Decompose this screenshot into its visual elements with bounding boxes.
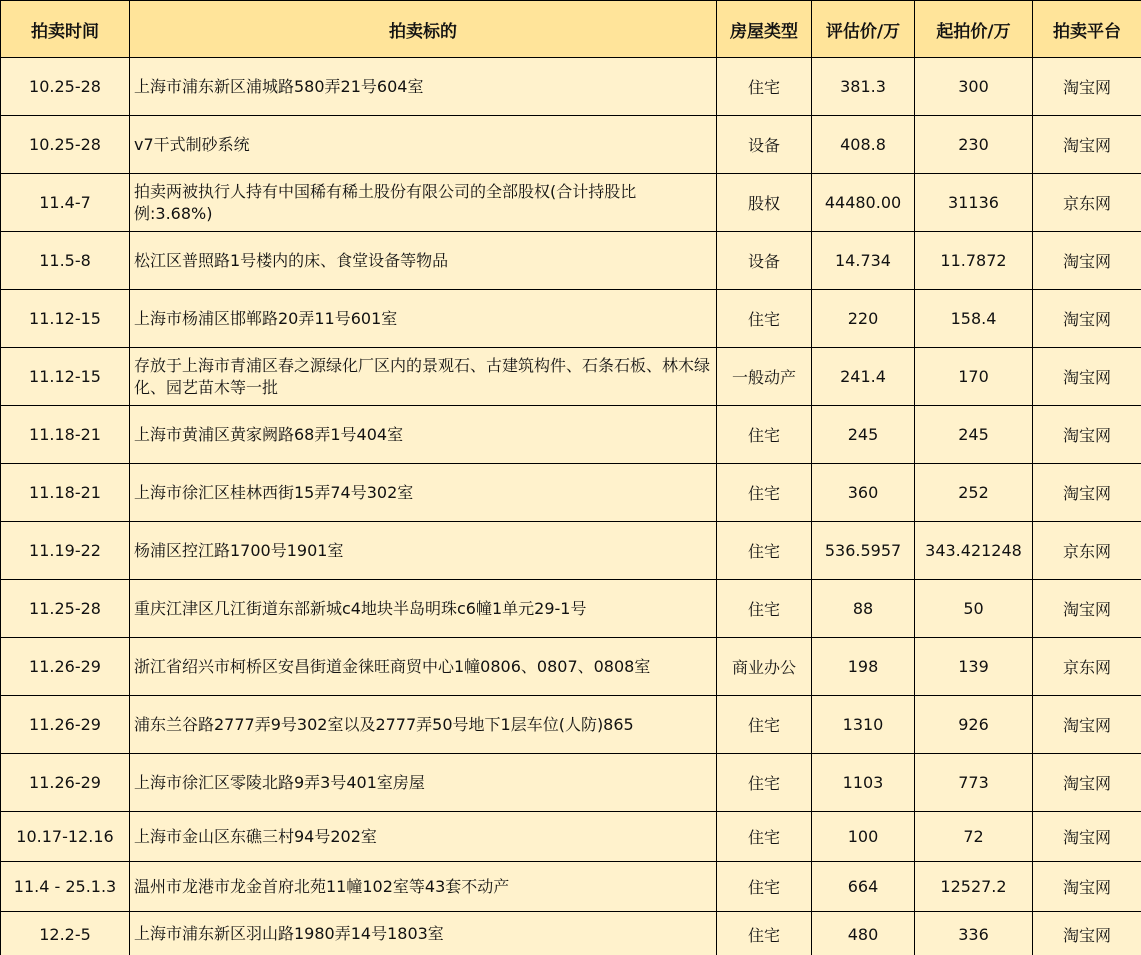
property-type-cell: 住宅 <box>717 580 812 638</box>
starting-price-cell: 343.421248 <box>915 522 1033 580</box>
property-type-cell: 设备 <box>717 232 812 290</box>
appraisal-price-cell: 14.734 <box>812 232 915 290</box>
appraisal-price-cell: 100 <box>812 812 915 862</box>
starting-price-cell: 773 <box>915 754 1033 812</box>
auction-item-cell: v7干式制砂系统 <box>130 116 717 174</box>
auction-item-cell: 存放于上海市青浦区春之源绿化厂区内的景观石、古建筑构件、石条石板、林木绿化、园艺苗木等一批 <box>130 348 717 406</box>
starting-price-cell: 72 <box>915 812 1033 862</box>
starting-price-cell: 158.4 <box>915 290 1033 348</box>
platform-cell: 淘宝网 <box>1033 232 1141 290</box>
table-row <box>1 580 1141 638</box>
header-starting-price: 起拍价/万 <box>915 1 1033 58</box>
header-property-type: 房屋类型 <box>717 1 812 58</box>
header-auction-item: 拍卖标的 <box>130 1 717 58</box>
auction-item-cell: 松江区普照路1号楼内的床、食堂设备等物品 <box>130 232 717 290</box>
auction-item-cell: 杨浦区控江路1700号1901室 <box>130 522 717 580</box>
table-body <box>1 58 1141 955</box>
auction-time-cell: 10.25-28 <box>1 58 130 116</box>
appraisal-price-cell: 198 <box>812 638 915 696</box>
platform-cell: 淘宝网 <box>1033 348 1141 406</box>
property-type-cell: 住宅 <box>717 464 812 522</box>
table-header <box>1 1 1141 58</box>
platform-cell: 淘宝网 <box>1033 290 1141 348</box>
table-row <box>1 348 1141 406</box>
table-row <box>1 754 1141 812</box>
auction-time-cell: 11.19-22 <box>1 522 130 580</box>
starting-price-cell: 12527.2 <box>915 862 1033 912</box>
property-type-cell: 商业办公 <box>717 638 812 696</box>
appraisal-price-cell: 480 <box>812 912 915 955</box>
table-row <box>1 406 1141 464</box>
header-auction-time: 拍卖时间 <box>1 1 130 58</box>
auction-time-cell: 11.4-7 <box>1 174 130 232</box>
property-type-cell: 住宅 <box>717 696 812 754</box>
auction-time-cell: 10.25-28 <box>1 116 130 174</box>
auction-time-cell: 11.5-8 <box>1 232 130 290</box>
property-type-cell: 住宅 <box>717 754 812 812</box>
platform-cell: 淘宝网 <box>1033 406 1141 464</box>
appraisal-price-cell: 220 <box>812 290 915 348</box>
platform-cell: 京东网 <box>1033 174 1141 232</box>
appraisal-price-cell: 88 <box>812 580 915 638</box>
auction-time-cell: 11.18-21 <box>1 464 130 522</box>
appraisal-price-cell: 408.8 <box>812 116 915 174</box>
table-row <box>1 174 1141 232</box>
platform-cell: 淘宝网 <box>1033 754 1141 812</box>
property-type-cell: 住宅 <box>717 290 812 348</box>
auction-item-cell: 拍卖两被执行人持有中国稀有稀土股份有限公司的全部股权(合计持股比例:3.68%) <box>130 174 717 232</box>
table-row <box>1 696 1141 754</box>
auction-item-cell: 上海市浦东新区浦城路580弄21号604室 <box>130 58 717 116</box>
starting-price-cell: 245 <box>915 406 1033 464</box>
starting-price-cell: 300 <box>915 58 1033 116</box>
appraisal-price-cell: 44480.00 <box>812 174 915 232</box>
header-appraisal-price: 评估价/万 <box>812 1 915 58</box>
platform-cell: 淘宝网 <box>1033 696 1141 754</box>
table-row <box>1 638 1141 696</box>
auction-item-cell: 上海市浦东新区羽山路1980弄14号1803室 <box>130 912 717 955</box>
auction-item-cell: 上海市徐汇区零陵北路9弄3号401室房屋 <box>130 754 717 812</box>
platform-cell: 京东网 <box>1033 638 1141 696</box>
starting-price-cell: 336 <box>915 912 1033 955</box>
auction-item-cell: 上海市徐汇区桂林西街15弄74号302室 <box>130 464 717 522</box>
appraisal-price-cell: 360 <box>812 464 915 522</box>
property-type-cell: 住宅 <box>717 522 812 580</box>
auction-item-cell: 上海市杨浦区邯郸路20弄11号601室 <box>130 290 717 348</box>
platform-cell: 淘宝网 <box>1033 58 1141 116</box>
auction-item-cell: 温州市龙港市龙金首府北苑11幢102室等43套不动产 <box>130 862 717 912</box>
starting-price-cell: 11.7872 <box>915 232 1033 290</box>
auction-time-cell: 11.26-29 <box>1 754 130 812</box>
property-type-cell: 设备 <box>717 116 812 174</box>
appraisal-price-cell: 241.4 <box>812 348 915 406</box>
auction-time-cell: 11.18-21 <box>1 406 130 464</box>
auction-item-cell: 上海市金山区东礁三村94号202室 <box>130 812 717 862</box>
header-row <box>1 1 1141 58</box>
table-row <box>1 912 1141 955</box>
auction-item-cell: 重庆江津区几江街道东部新城c4地块半岛明珠c6幢1单元29-1号 <box>130 580 717 638</box>
appraisal-price-cell: 381.3 <box>812 58 915 116</box>
starting-price-cell: 31136 <box>915 174 1033 232</box>
auction-time-cell: 11.12-15 <box>1 290 130 348</box>
platform-cell: 淘宝网 <box>1033 812 1141 862</box>
auction-time-cell: 11.26-29 <box>1 696 130 754</box>
auction-time-cell: 11.4 - 25.1.3 <box>1 862 130 912</box>
auction-item-cell: 浦东兰谷路2777弄9号302室以及2777弄50号地下1层车位(人防)865 <box>130 696 717 754</box>
table-row <box>1 862 1141 912</box>
platform-cell: 淘宝网 <box>1033 912 1141 955</box>
table-row <box>1 58 1141 116</box>
property-type-cell: 住宅 <box>717 58 812 116</box>
table-row <box>1 464 1141 522</box>
property-type-cell: 住宅 <box>717 862 812 912</box>
property-type-cell: 股权 <box>717 174 812 232</box>
header-platform: 拍卖平台 <box>1033 1 1141 58</box>
appraisal-price-cell: 536.5957 <box>812 522 915 580</box>
table-row <box>1 812 1141 862</box>
property-type-cell: 住宅 <box>717 912 812 955</box>
table-row <box>1 522 1141 580</box>
starting-price-cell: 139 <box>915 638 1033 696</box>
auction-time-cell: 11.12-15 <box>1 348 130 406</box>
starting-price-cell: 230 <box>915 116 1033 174</box>
platform-cell: 淘宝网 <box>1033 580 1141 638</box>
appraisal-price-cell: 664 <box>812 862 915 912</box>
platform-cell: 淘宝网 <box>1033 464 1141 522</box>
starting-price-cell: 50 <box>915 580 1033 638</box>
auction-time-cell: 12.2-5 <box>1 912 130 955</box>
starting-price-cell: 252 <box>915 464 1033 522</box>
table-row <box>1 232 1141 290</box>
platform-cell: 京东网 <box>1033 522 1141 580</box>
starting-price-cell: 926 <box>915 696 1033 754</box>
platform-cell: 淘宝网 <box>1033 862 1141 912</box>
property-type-cell: 一般动产 <box>717 348 812 406</box>
appraisal-price-cell: 1103 <box>812 754 915 812</box>
starting-price-cell: 170 <box>915 348 1033 406</box>
auction-time-cell: 11.26-29 <box>1 638 130 696</box>
auction-time-cell: 10.17-12.16 <box>1 812 130 862</box>
auction-time-cell: 11.25-28 <box>1 580 130 638</box>
auction-item-cell: 浙江省绍兴市柯桥区安昌街道金徕旺商贸中心1幢0806、0807、0808室 <box>130 638 717 696</box>
auction-item-cell: 上海市黄浦区黄家阙路68弄1号404室 <box>130 406 717 464</box>
platform-cell: 淘宝网 <box>1033 116 1141 174</box>
table-row <box>1 290 1141 348</box>
appraisal-price-cell: 245 <box>812 406 915 464</box>
table-row <box>1 116 1141 174</box>
appraisal-price-cell: 1310 <box>812 696 915 754</box>
property-type-cell: 住宅 <box>717 812 812 862</box>
property-type-cell: 住宅 <box>717 406 812 464</box>
